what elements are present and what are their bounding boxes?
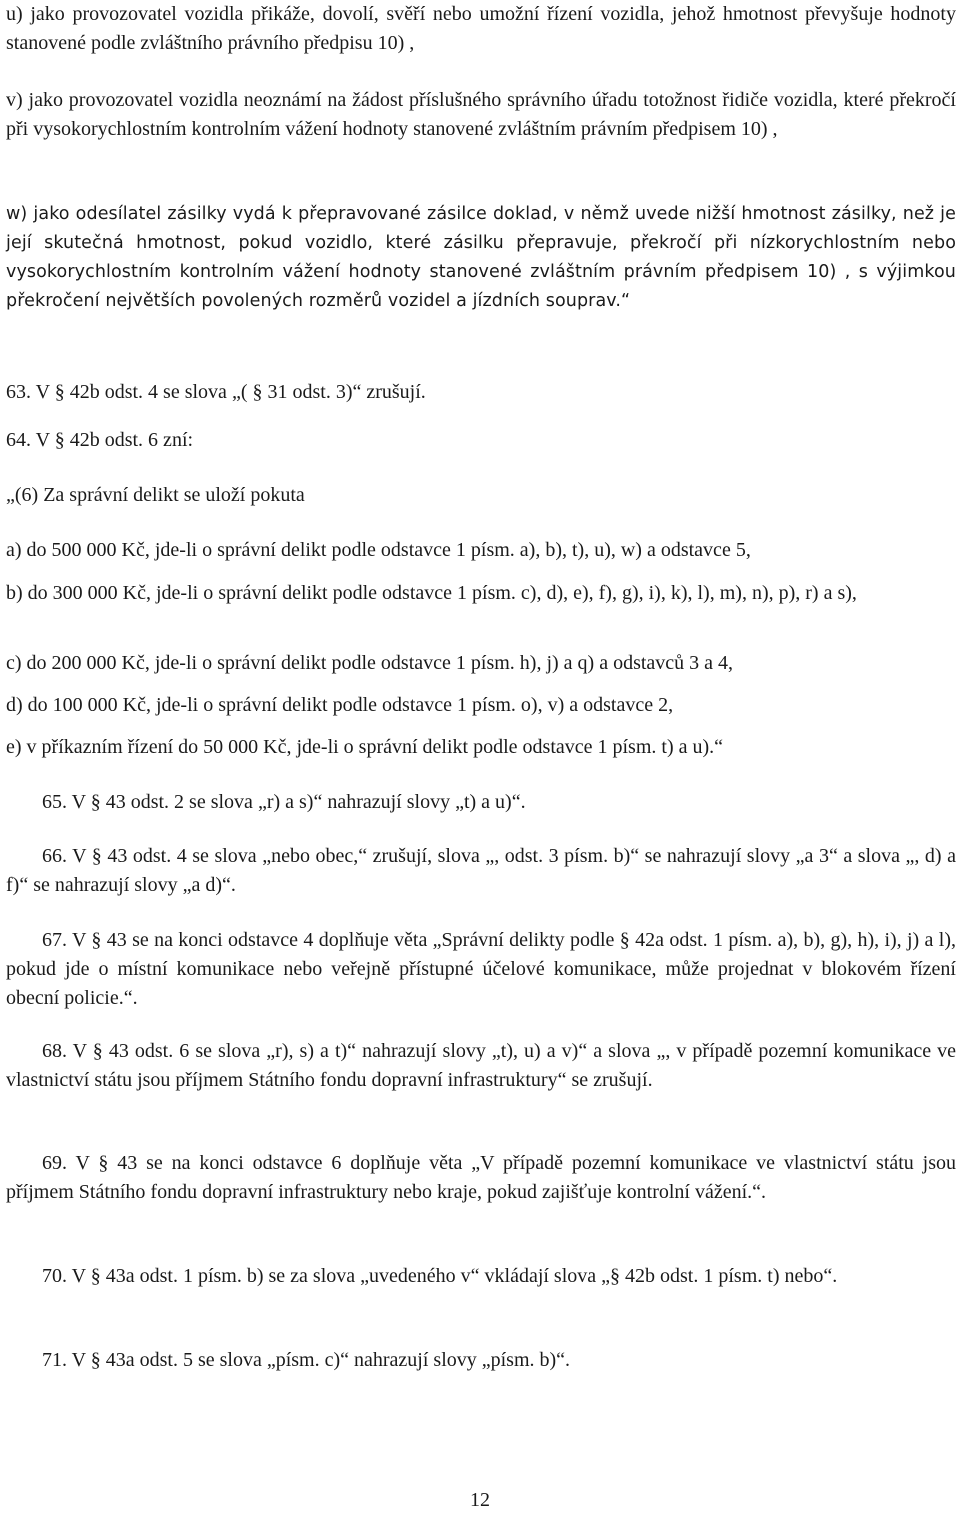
item-e: e) v příkazním řízení do 50 000 Kč, jde-li o správní delikt podle odstavce 1 písm. t) a u).“: [6, 736, 724, 758]
paragraph-69: 69. V § 43 se na konci odstavce 6 doplňuje věta „V případě pozemní komunikace ve vlastnictví státu jsou příjmem Státního fondu dopravní infrastruktury nebo kraje, pokud zajišťuje kontrolní vážení.“.: [6, 1152, 956, 1203]
paragraph-66: 66. V § 43 odst. 4 se slova „nebo obec,“ zrušují, slova „, odst. 3 písm. b)“ se nahrazují slovy „a 3“ a slova „, d) a f)“ se nahrazují slovy „a d)“.: [6, 845, 956, 896]
paragraph-70: 70. V § 43a odst. 1 písm. b) se za slova „uvedeného v“ vkládají slova „§ 42b odst. 1 písm. t) nebo“.: [42, 1265, 838, 1287]
paragraph-67: 67. V § 43 se na konci odstavce 4 doplňuje věta „Správní delikty podle § 42a odst. 1 písm. a), b), g), h), i), j) a l), pokud jde o místní komunikace nebo veřejně přístupné účelové komunikace, může projednat v blokovém řízení obecní policie.“.: [6, 929, 956, 1009]
item-b: b) do 300 000 Kč, jde-li o správní delikt podle odstavce 1 písm. c), d), e), f), g), i), k), l), m), n), p), r) a s),: [6, 582, 857, 604]
paragraph-u: u) jako provozovatel vozidla přikáže, dovolí, svěří nebo umožní řízení vozidla, jehož hmotnost převyšuje hodnoty stanovené podle zvláštního právního předpisu 10) ,: [6, 3, 956, 54]
item-c: c) do 200 000 Kč, jde-li o správní delikt podle odstavce 1 písm. h), j) a q) a odstavců 3 a 4,: [6, 652, 734, 674]
page-number: 12: [470, 1489, 490, 1511]
paragraph-63: 63. V § 42b odst. 4 se slova „( § 31 odst. 3)“ zrušují.: [6, 381, 426, 403]
paragraph-v: v) jako provozovatel vozidla neoznámí na žádost příslušného správního úřadu totožnost řidiče vozidla, které překročí při vysokorychlostním kontrolním vážení hodnoty stanovené zvláštním právním předpisem 10) ,: [6, 89, 956, 140]
item-d: d) do 100 000 Kč, jde-li o správní delikt podle odstavce 1 písm. o), v) a odstavce 2,: [6, 694, 674, 716]
paragraph-71: 71. V § 43a odst. 5 se slova „písm. c)“ nahrazují slovy „písm. b)“.: [42, 1349, 571, 1371]
item-a: a) do 500 000 Kč, jde-li o správní delikt podle odstavce 1 písm. a), b), t), u), w) a odstavce 5,: [6, 539, 751, 561]
paragraph-w: w) jako odesílatel zásilky vydá k přepravované zásilce doklad, v němž uvede nižší hmotnost zásilky, než je její skutečná hmotnost, pokud vozidlo, které zásilku přepravuje, překročí při nízkorychlostním nebo vysokorychlostním kontrolním vážení hodnoty stanovené zvláštním právním předpisem 10) , s výjimkou překročení největších povolených rozměrů vozidel a jízdních souprav.“: [6, 204, 956, 311]
paragraph-64: 64. V § 42b odst. 6 zní:: [6, 429, 194, 451]
paragraph-6-intro: „(6) Za správní delikt se uloží pokuta: [6, 484, 305, 506]
paragraph-68: 68. V § 43 odst. 6 se slova „r), s) a t)“ nahrazují slovy „t), u) a v)“ a slova „, v případě pozemní komunikace ve vlastnictví státu jsou příjmem Státního fondu dopravní infrastruktury“ se zrušují.: [6, 1040, 956, 1091]
paragraph-65: 65. V § 43 odst. 2 se slova „r) a s)“ nahrazují slovy „t) a u)“.: [42, 791, 526, 813]
